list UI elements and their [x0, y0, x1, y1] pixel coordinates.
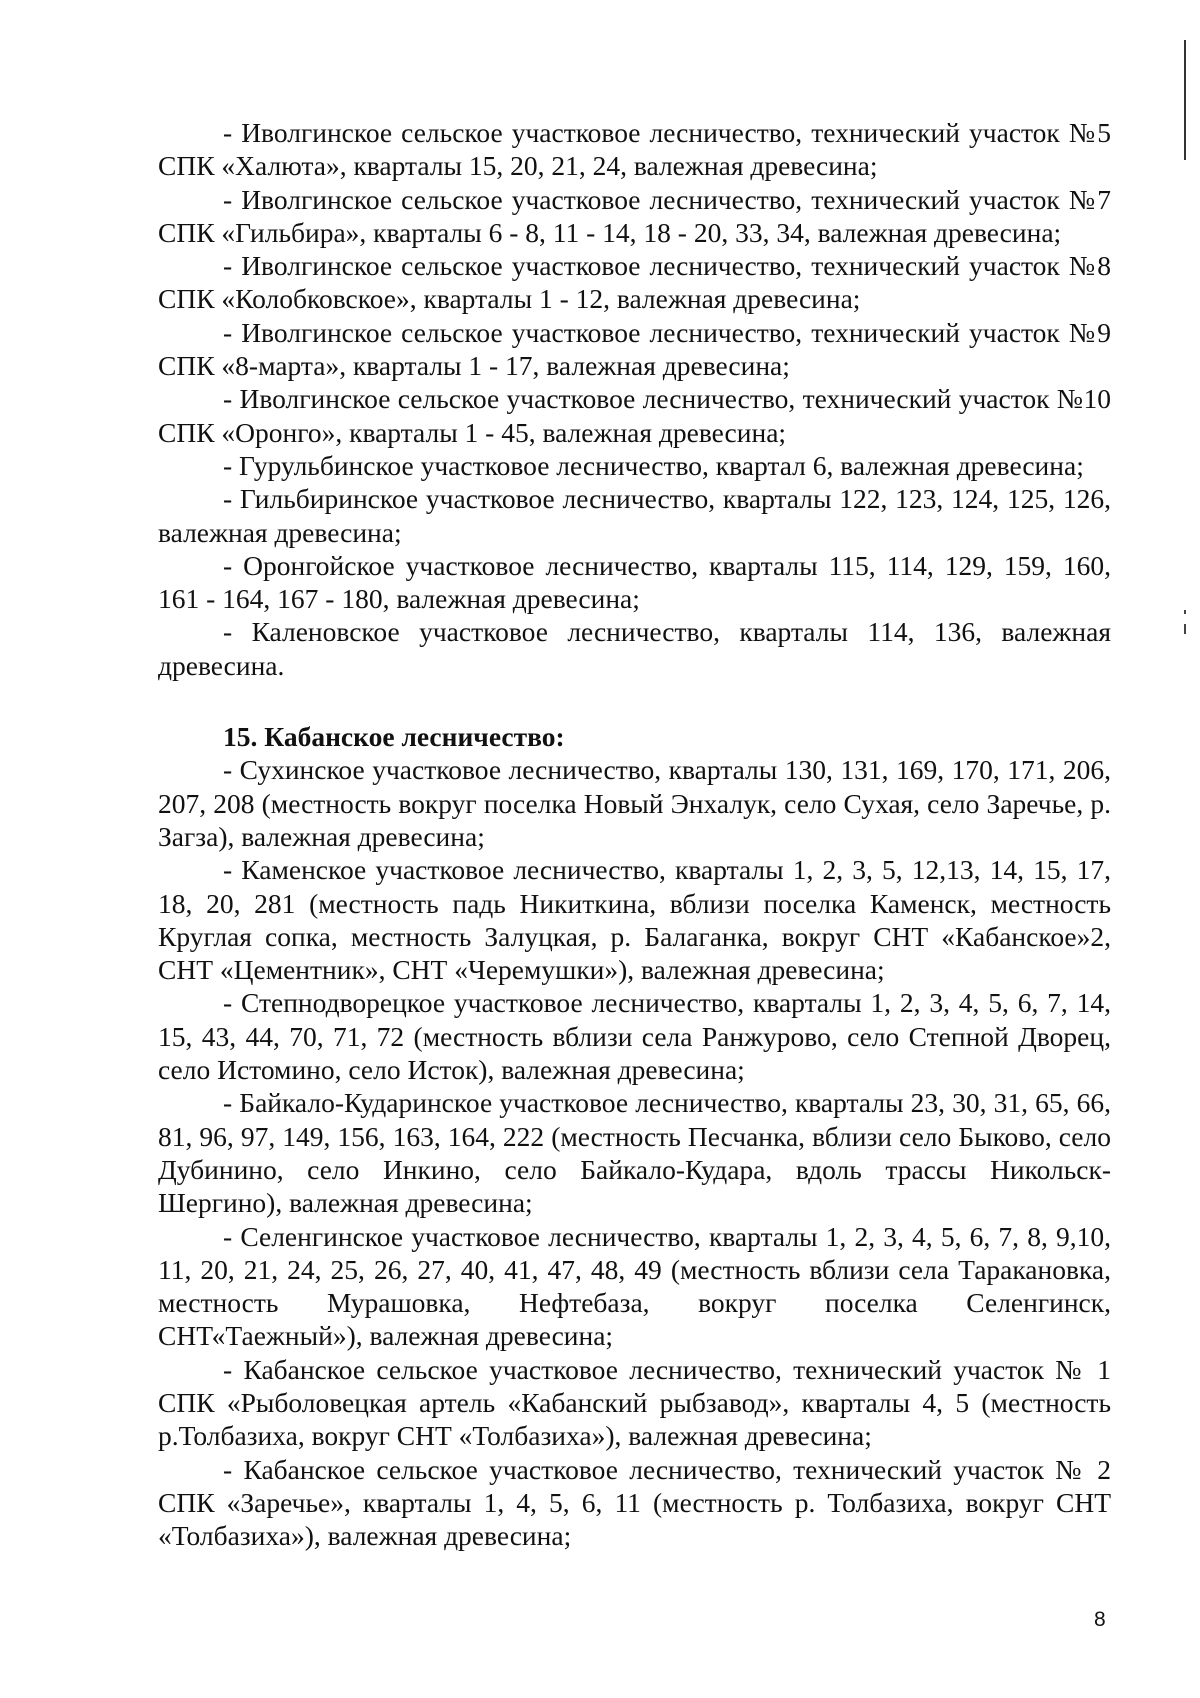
list-item: - Сухинское участковое лесничество, кварталы 130, 131, 169, 170, 171, 206, 207, 208 (местность вокруг поселка Новый Энхалук, село Сухая, село Заречье, р. Загза), валежная древесина;	[158, 754, 1111, 852]
list-item: - Иволгинское сельское участковое лесничество, технический участок №9 СПК «8-марта», кварталы 1 - 17, валежная древесина;	[158, 316, 1111, 382]
list-item: - Иволгинское сельское участковое лесничество, технический участок №8 СПК «Колобковское», кварталы 1 - 12, валежная древесина;	[158, 250, 1111, 315]
list-item: - Селенгинское участковое лесничество, кварталы 1, 2, 3, 4, 5, 6, 7, 8, 9,10, 11, 20, 21, 24, 25, 26, 27, 40, 41, 47, 48, 49 (местность вблизи села Таракановка, местность Мурашовка, Нефтебаза, вокруг поселка Селенгинск, СНТ«Таежный»), валежная древесина;	[158, 1220, 1111, 1352]
scan-edge-mark	[1184, 40, 1186, 160]
document-body	[158, 116, 1111, 1552]
list-item: - Кабанское сельское участковое лесничество, технический участок № 1 СПК «Рыболовецкая артель «Кабанский рыбзавод», кварталы 4, 5 (местность р.Толбазиха, вокруг СНТ «Толбазиха»), валежная древесина;	[158, 1353, 1111, 1452]
list-item: - Иволгинское сельское участковое лесничество, технический участок №10 СПК «Оронго», кварталы 1 - 45, валежная древесина;	[158, 383, 1111, 448]
list-item: - Кабанское сельское участковое лесничество, технический участок № 2 СПК «Заречье», кварталы 1, 4, 5, 6, 11 (местность р. Толбазиха, вокруг СНТ «Толбазиха»), валежная древесина;	[158, 1453, 1111, 1552]
list-item: - Оронгойское участковое лесничество, кварталы 115, 114, 129, 159, 160, 161 - 164, 167 - 180, валежная древесина;	[158, 549, 1111, 615]
list-item: - Каменское участковое лесничество, кварталы 1, 2, 3, 5, 12,13, 14, 15, 17, 18, 20, 281 (местность падь Никиткина, вблизи поселка Каменск, местность Круглая сопка, местность Залуцкая, р. Балаганка, вокруг СНТ «Кабанское»2, СНТ «Цементник», СНТ «Черемушки»), валежная древесина;	[158, 854, 1111, 986]
section-heading: 15. Кабанское лесничество:	[223, 721, 565, 753]
scan-dot-mark	[1184, 610, 1186, 614]
list-item: - Иволгинское сельское участковое лесничество, технический участок №7 СПК «Гильбира», кварталы 6 - 8, 11 - 14, 18 - 20, 33, 34, валежная древесина;	[158, 183, 1111, 248]
list-item: - Каленовское участковое лесничество, кварталы 114, 136, валежная древесина.	[158, 616, 1111, 681]
list-item: - Иволгинское сельское участковое лесничество, технический участок №5 СПК «Халюта», кварталы 15, 20, 21, 24, валежная древесина;	[158, 117, 1111, 182]
scan-dot-mark	[1184, 624, 1186, 634]
list-item: - Байкало-Кударинское участковое лесничество, кварталы 23, 30, 31, 65, 66, 81, 96, 97, 149, 156, 163, 164, 222 (местность Песчанка, вблизи село Быково, село Дубинино, село Инкино, село Байкало-Кудара, вдоль трассы Никольск-Шергино), валежная древесина;	[158, 1087, 1111, 1219]
list-item: - Гурульбинское участковое лесничество, квартал 6, валежная древесина;	[223, 449, 1084, 481]
list-item: - Гильбиринское участковое лесничество, кварталы 122, 123, 124, 125, 126, валежная древесина;	[158, 483, 1111, 548]
page-number: 8	[1094, 1608, 1106, 1631]
list-item: - Степнодворецкое участковое лесничество, кварталы 1, 2, 3, 4, 5, 6, 7, 14, 15, 43, 44, 70, 71, 72 (местность вблизи села Ранжурово, село Степной Дворец, село Истомино, село Исток), валежная древесина;	[158, 987, 1111, 1086]
